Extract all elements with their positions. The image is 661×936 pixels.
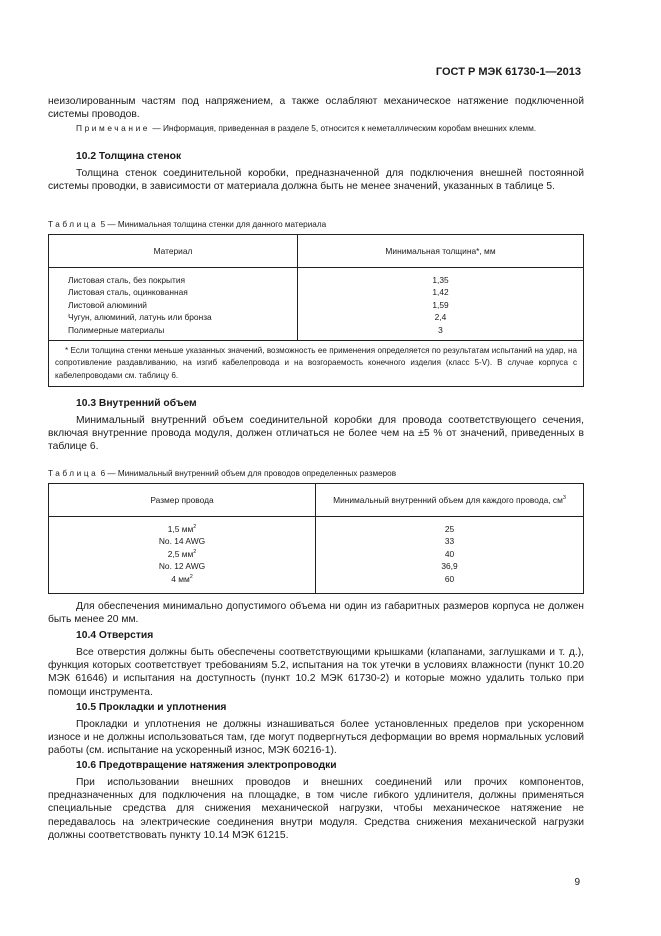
table5-caption-text: 5 — Минимальная толщина стенки для данного материала <box>100 220 327 229</box>
table6-value: 25 <box>444 524 455 534</box>
heading-10-6: 10.6 Предотвращение натяжения электропроводки <box>76 760 337 771</box>
table6-value: 33 <box>444 536 455 547</box>
table6-size-text: No. 12 AWG <box>158 561 206 572</box>
table6-header-volume <box>316 484 584 517</box>
table6-caption-text: 6 — Минимальный внутренний объем для проводов определенных размеров <box>100 469 397 478</box>
table5-caption <box>48 220 326 229</box>
table6-header-size: Размер провода <box>49 484 316 517</box>
table6-size <box>49 560 315 572</box>
table-6 <box>48 483 584 594</box>
table5-footnote: * Если толщина стенки меньше указанных значений, возможность ее применения определяется по результатам испытаний на удар, на сопротивление раздавливанию, на изгиб кабелепровода и на возгораемость конечного изделия (класс 5-V). В случае корпуса с кабелепроводами см. таблицу 6. <box>49 341 584 387</box>
table5-material: Листовой алюминий <box>68 299 147 310</box>
table6-size-sup: 2 <box>193 549 197 556</box>
table5-value: 1,42 <box>432 287 449 298</box>
table5-value: 1,35 <box>432 275 449 285</box>
intro-paragraph: неизолированным частям под напряжением, а также ослабляют механическое натяжение подключенной системы проводов. <box>48 96 584 121</box>
table5-material: Листовая сталь, оцинкованная <box>68 287 188 298</box>
table6-size-sup: 2 <box>189 573 193 580</box>
heading-10-2: 10.2 Толщина стенок <box>76 151 182 162</box>
intro-note <box>48 122 584 135</box>
table6-size-text: 1,5 мм <box>167 524 194 534</box>
heading-10-5: 10.5 Прокладки и уплотнения <box>76 702 227 713</box>
paragraph-after-table6: Для обеспечения минимально допустимого объема ни один из габаритных размеров корпуса не должен быть менее 20 мм. <box>48 601 584 626</box>
table6-size <box>49 535 315 547</box>
table6-header-volume-text: Минимальный внутренний объем для каждого провода, см <box>333 495 563 505</box>
table5-material: Чугун, алюминий, латунь или бронза <box>68 312 212 323</box>
table5-header-thickness: Минимальная толщина*, мм <box>298 235 584 268</box>
table6-size <box>49 548 315 560</box>
table6-size <box>49 523 315 535</box>
paragraph-10-5: Прокладки и уплотнения не должны изнашиваться более установленных пределов при ускоренном износе и не должны использоваться там, где могут подвергнуться деформации во время нормальных условий работы (см. испытание на ускоренный износ, МЭК 60216-1). <box>48 719 584 757</box>
table6-size-sup: 2 <box>193 524 197 531</box>
standard-header: ГОСТ Р МЭК 61730-1—2013 <box>435 66 581 78</box>
page-number: 9 <box>574 877 580 888</box>
table6-value: 40 <box>444 548 455 559</box>
table6-size <box>49 573 315 585</box>
table5-material: Листовая сталь, без покрытия <box>68 275 186 285</box>
note-text: — Информация, приведенная в разделе 5, относится к неметаллическим коробам внешних клемм. <box>150 123 537 133</box>
table6-caption-label: Таблица <box>48 469 99 478</box>
table5-material: Полимерные материалы <box>68 324 165 335</box>
table6-size-text: 2,5 мм <box>167 548 194 559</box>
table6-value: 60 <box>444 573 455 584</box>
table6-value: 36,9 <box>441 561 458 572</box>
table6-caption <box>48 469 396 478</box>
paragraph-10-3: Минимальный внутренний объем соединительной коробки для провода соответствующего сечения, включая внутренние провода модуля, должен отличаться не более чем на ±5 % от значений, приведенных в таблице 6. <box>48 415 584 453</box>
table6-size-text: No. 14 AWG <box>158 536 206 547</box>
table5-caption-label: Таблица <box>48 220 99 229</box>
paragraph-10-6: При использовании внешних проводов и внешних соединений или прочих компонентов, предназначенных для подключения на площадке, в том числе гибкого удлинителя, должны применяться специальные средства для снижения механической нагрузки, чтобы механическое натяжение не передавалось на электрические соединения внутри модуля. Средства снижения механической нагрузки должны соответствовать пункту 10.14 МЭК 61215. <box>48 777 584 841</box>
table6-header-volume-sup: 3 <box>562 495 566 502</box>
table6-body <box>49 517 584 594</box>
table-5 <box>48 234 584 387</box>
table5-value: 3 <box>438 324 443 335</box>
table5-value: 2,4 <box>434 312 447 323</box>
table5-header-material: Материал <box>49 235 298 268</box>
paragraph-10-4: Все отверстия должны быть обеспечены соответствующими крышками (клапанами, заглушками и т. д.), функция которых соответствует требованиям 5.2, испытания на ток утечки в условиях влажности (пункт 10.20 МЭК 61646) и испытания на доступность (пункт 10.2 МЭК 61730-2) и которые можно удалить только при помощи инструмента. <box>48 647 584 698</box>
note-label: Примечание <box>76 123 151 133</box>
paragraph-10-2: Толщина стенок соединительной коробки, предназначенной для подключения внешней постоянной системы проводки, в зависимости от материала должна быть не менее значений, указанных в таблице 5. <box>48 168 584 193</box>
table5-value: 1,59 <box>432 299 449 310</box>
table6-size-text: 4 мм <box>171 573 190 584</box>
heading-10-3: 10.3 Внутренний объем <box>76 398 197 409</box>
table5-body <box>49 268 584 341</box>
heading-10-4: 10.4 Отверстия <box>76 630 154 641</box>
